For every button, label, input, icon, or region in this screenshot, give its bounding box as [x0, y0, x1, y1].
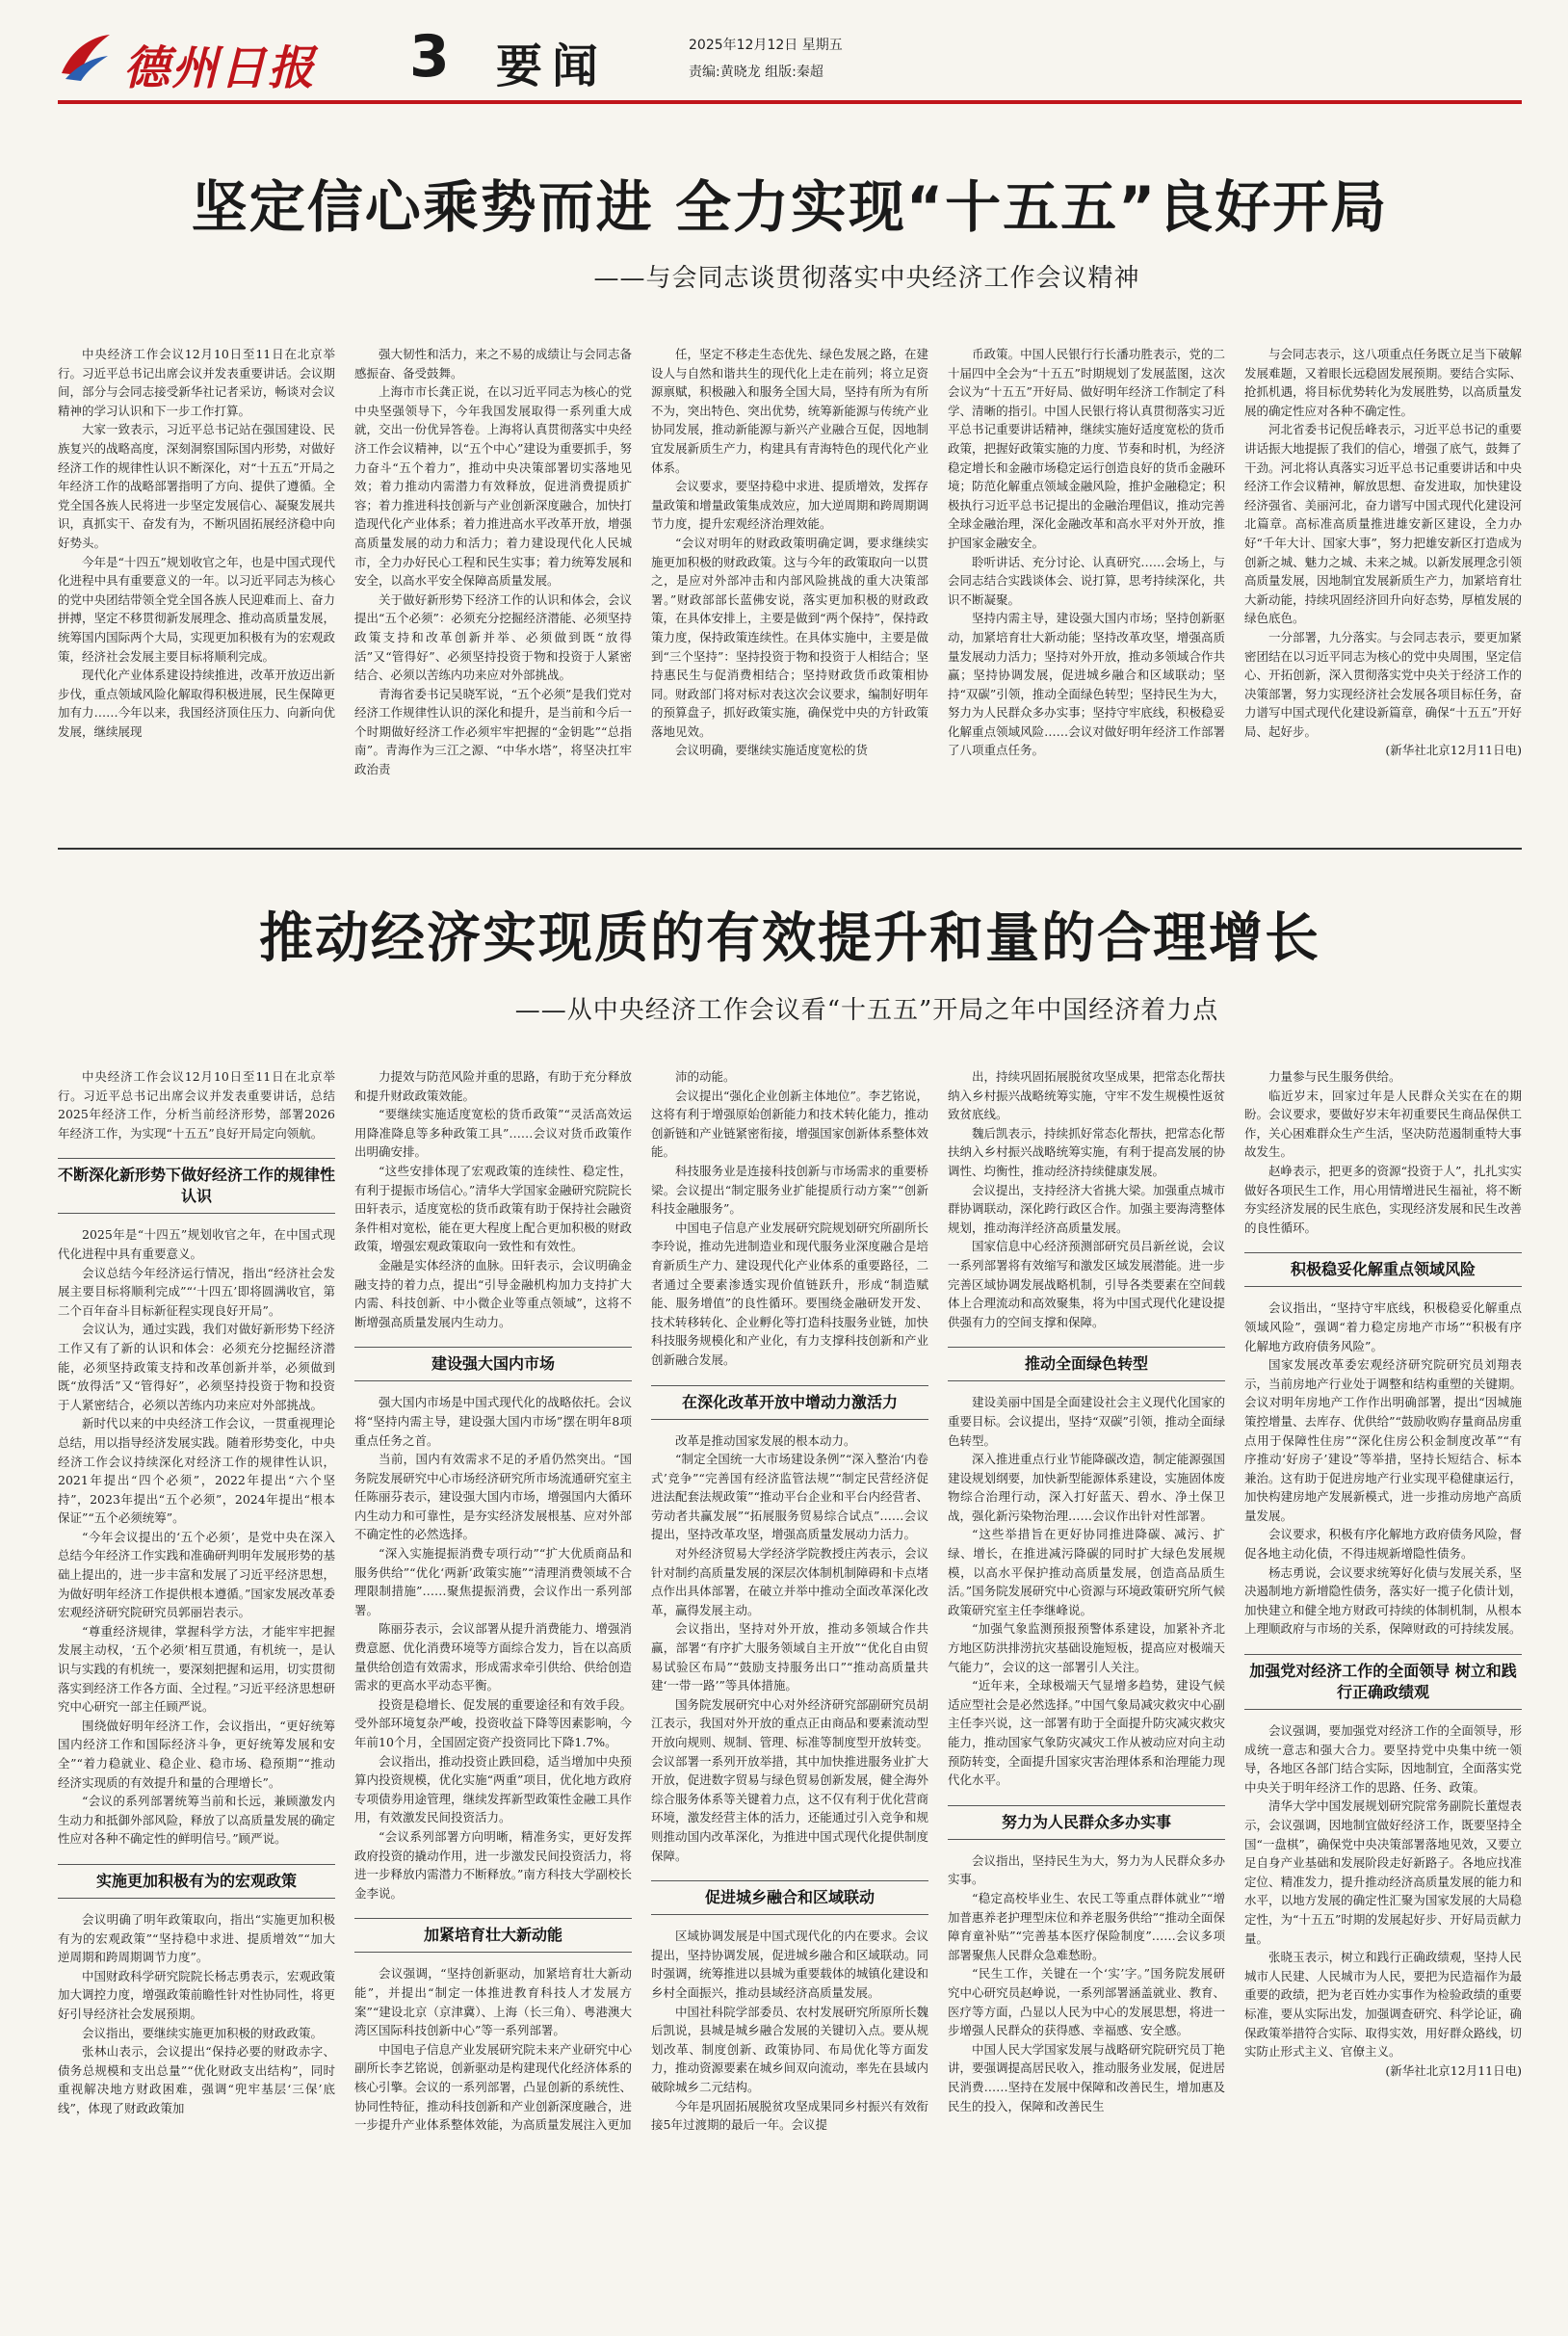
paragraph: 会议指出，坚持对外开放，推动多领域合作共赢，部署“有序扩大服务领域自主开放”“优化自由贸易试验区布局”“鼓励支持服务出口”“推动高质量共建‘一带一路’”等具体措施。 [651, 1621, 928, 1693]
paragraph: 中国电子信息产业发展研究院未来产业研究中心副所长李艺铭说，创新驱动是构建现代化经济体系的核心引擎。会议的一系列部署，凸显创新的系统性、协同性特征，推动科技创新和产业创新深度融合，进一步提升产业体系整体效能，为高质量发展注入更加 [354, 2041, 632, 2133]
section-heading: 积极稳妥化解重点领域风险 [1244, 1252, 1522, 1287]
paragraph: 会议明确，要继续实施适度宽松的货 [675, 743, 869, 758]
article1-headline: 坚定信心乘势而进 全力实现“十五五”良好开局 [191, 174, 1389, 240]
paragraph: 与会同志表示，这八项重点任务既立足当下破解发展难题，又着眼长远稳固发展预期。要结合实际、抢抓机遇，将目标优势转化为发展胜势，以高质量发展的确定性应对各种不确定性。 [1244, 347, 1522, 418]
paragraph: 出，持续巩固拓展脱贫攻坚成果，把常态化帮扶纳入乡村振兴战略统筹实施，守牢不发生规模性返贫致贫底线。 [948, 1069, 1225, 1122]
section-heading: 在深化改革开放中增动力激活力 [651, 1385, 928, 1420]
page-section-title: 要闻 [496, 39, 609, 93]
paragraph: 会议指出，要继续实施更加积极的财政政策。 [82, 2025, 324, 2040]
article2-subhead: ——从中央经济工作会议看“十五五”开局之年中国经济着力点 [514, 996, 1219, 1025]
paragraph: 清华大学中国发展规划研究院常务副院长董煜表示，会议强调，因地制宜做好经济工作，既要坚持全国“一盘棋”，确保党中央决策部署落地见效，又要立足自身产业基础和发展阶段走好新路子。各地应找准定位、精准发力，提升推动经济高质量发展的能力和水平，以地方发展的确定性汇聚为国家发展的大局稳定性，为“十五五”时期的发展起好步、开好局贡献力量。 [1244, 1798, 1522, 1946]
paragraph: 中央经济工作会议12月10日至11日在北京举行。习近平总书记出席会议并发表重要讲话。会议期间，部分与会同志接受新华社记者采访，畅谈对会议精神的学习认识和下一步工作打算。 [58, 347, 335, 418]
paragraph: 会议提出，支持经济大省挑大梁。加强重点城市群协调联动，深化跨行政区合作。加强主要海湾整体规划，推动海洋经济高质量发展。 [948, 1182, 1225, 1235]
section-heading: 促进城乡融合和区域联动 [651, 1880, 928, 1915]
paragraph: 今年是巩固拓展脱贫攻坚成果同乡村振兴有效衔接5年过渡期的最后一年。会议提 [651, 2098, 928, 2133]
paragraph: 2025年是“十四五”规划收官之年，在中国式现代化进程中具有重要意义。 [58, 1227, 335, 1261]
article2-column [1244, 1067, 1522, 2310]
masthead [58, 23, 1522, 95]
paragraph: 当前，国内有效需求不足的矛盾仍然突出。“国务院发展研究中心市场经济研究所市场流通研究室主任陈丽芬表示，建设强大国内市场，增强国内大循环内生动力和可靠性，是夯实经济发展根基、应对外部不确定性的必然选择。 [354, 1452, 632, 1542]
paragraph: 会议要求，要坚持稳中求进、提质增效，发挥存量政策和增量政策集成效应，加大逆周期和跨周期调节力度，提升宏观经济治理效能。 [651, 479, 928, 532]
section-heading: 加强党对经济工作的全面领导 树立和践行正确政绩观 [1244, 1654, 1522, 1710]
article1-column [948, 345, 1225, 827]
paragraph: 强大韧性和活力，来之不易的成绩让与会同志备感振奋、备受鼓舞。 [354, 347, 632, 381]
article1-column [1244, 345, 1522, 827]
paragraph: 大家一致表示，习近平总书记站在强国建设、民族复兴的战略高度，深刻洞察国际国内形势，对做好经济工作的规律性认识不断深化，对“十五五”开局之年经济工作的战略部署指明了方向、提供了遵循。全党全国各族人民将进一步坚定发展信心、凝聚发展共识，真抓实干、奋发有为，不断巩固拓展经济稳中向好势头。 [58, 422, 335, 550]
section-heading: 实施更加积极有为的宏观政策 [58, 1864, 335, 1899]
paragraph: 会议强调，要加强党对经济工作的全面领导，形成统一意志和强大合力。要坚持党中央集中统一领导，各地区各部门结合实际，因地制宜，全面落实党中央关于明年经济工作的思路、任务、政策。 [1244, 1723, 1522, 1795]
paragraph: 国务院发展研究中心对外经济研究部副研究员胡江表示，我国对外开放的重点正由商品和要素流动型开放向规则、规制、管理、标准等制度型开放转变。会议部署一系列开放举措，其中加快推进服务业扩大开放，促进数字贸易与绿色贸易创新发展，健全海外综合服务体系等关键着力点，这不仅有利于优化营商环境，激发经营主体的活力，还能通过引入竞争和规则推动国内改革深化，为推进中国式现代化提供制度保障。 [651, 1696, 928, 1863]
paragraph: “稳定高校毕业生、农民工等重点群体就业”“增加普惠养老护理型床位和养老服务供给”“推动全面保障育童补贴”“完善基本医疗保险制度”……会议多项部署聚焦人民群众急难愁盼。 [948, 1890, 1225, 1962]
article2-column [354, 1067, 632, 2310]
paragraph: 会议明确了明年政策取向，指出“实施更加积极有为的宏观政策”“坚持稳中求进、提质增效”“加大逆周期和跨周期调节力度”。 [58, 1911, 335, 1965]
section-heading: 努力为人民群众多办实事 [948, 1805, 1225, 1840]
paragraph: 国家发展改革委宏观经济研究院研究员刘翔表示，当前房地产行业处于调整和结构重塑的关键期。会议对明年房地产工作作出明确部署，提出“因城施策控增量、去库存、优供给”“鼓励收购存量商品房重点用于保障性住房”“深化住房公积金制度改革”“有序推动‘好房子’建设”等举措，坚持长短结合、标本兼治。这有助于促进房地产行业实现平稳健康运行，加快构建房地产发展新模式，进一步推动房地产高质量发展。 [1244, 1357, 1522, 1523]
paragraph: 一分部署，九分落实。与会同志表示，要更加紧密团结在以习近平同志为核心的党中央周围，坚定信心、开拓创新，深入贯彻落实党中央关于经济工作的决策部署，努力实现经济社会发展各项目标任务，奋力谱写中国式现代化建设新篇章，确保“十五五”开好局、起好步。 [1244, 629, 1522, 739]
paragraph: 中国人民大学国家发展与战略研究院研究员丁艳讲，要强调提高居民收入，推动服务业发展，促进居民消费……坚持在发展中保障和改善民生，增加惠及民生的投入，保障和改善民生 [948, 2041, 1225, 2113]
paragraph: 科技服务业是连接科技创新与市场需求的重要桥梁。会议提出“制定服务业扩能提质行动方案”“创新科技金融服务”。 [651, 1163, 928, 1217]
section-heading: 建设强大国内市场 [354, 1347, 632, 1381]
page-number: 3 [409, 23, 450, 91]
paragraph: 任，坚定不移走生态优先、绿色发展之路，在建设人与自然和谐共生的现代化上走在前列；将立足资源禀赋，积极融入和服务全国大局，坚持有所为有所不为，突出特色、突出优势，统筹新能源与传统产业协同发展，推动新能源与新兴产业融合互促，因地制宜发展新质生产力，构建具有青海特色的现代化产业体系。 [651, 347, 928, 475]
article1-subhead: ——与会同志谈贯彻落实中央经济工作会议精神 [593, 264, 1140, 293]
paragraph: 投资是稳增长、促发展的重要途径和有效手段。受外部环境复杂严峻，投资收益下降等因素影响，今年前10个月，全国固定资产投资同比下降1.7%。 [354, 1696, 632, 1749]
paragraph: 强大国内市场是中国式现代化的战略依托。会议将“坚持内需主导，建设强大国内市场”摆在明年8项重点任务之首。 [354, 1395, 632, 1448]
paragraph: 对外经济贸易大学经济学院教授庄芮表示，会议针对制约高质量发展的深层次体制机制障碍和卡点堵点作出具体部署，在破立并举中推动全面改革深化改革，赢得发展主动。 [651, 1546, 928, 1617]
article1-column [58, 345, 335, 827]
paragraph: 中国财政科学研究院院长杨志勇表示，宏观政策加大调控力度，增强政策前瞻性针对性协同性，将更好引导经济社会发展预期。 [58, 1968, 335, 2021]
paragraph: 今年是“十四五”规划收官之年，也是中国式现代化进程中具有重要意义的一年。以习近平同志为核心的党中央团结带领全党全国各族人民迎难而上、奋力拼搏，坚定不移贯彻新发展理念、推动高质量发展，统筹国内国际两个大局，实现更加积极有为的宏观政策，经济社会发展主要目标将顺利完成。 [58, 554, 335, 664]
paragraph: 会议指出，“坚持守牢底线，积极稳妥化解重点领域风险”，强调“着力稳定房地产市场”“积极有序化解地方政府债务风险”。 [1244, 1300, 1522, 1353]
paragraph: 张林山表示，会议提出“保持必要的财政赤字、债务总规模和支出总量”“优化财政支出结构”，同时重视解决地方财政困难，强调“兜牢基层‘三保’底线”，体现了财政政策加 [58, 2044, 335, 2115]
paragraph: 围绕做好明年经济工作，会议指出，“更好统筹国内经济工作和国际经济斗争，更好统筹发展和安全”“着力稳就业、稳企业、稳市场、稳预期”“推动经济实现质的有效提升和量的合理增长”。 [58, 1718, 335, 1790]
paragraph: 会议总结今年经济运行情况，指出“经济社会发展主要目标将顺利完成”“‘十四五’即将圆满收官，第二个百年奋斗目标新征程实现良好开局”。 [58, 1265, 335, 1318]
paragraph: 中国社科院学部委员、农村发展研究所原所长魏后凯说，县城是城乡融合发展的关键切入点。要从规划改革、制度创新、政策协同、布局优化等方面发力，推动资源要素在城乡间双向流动，率先在县域内破除城乡二元结构。 [651, 2004, 928, 2094]
paragraph: 杨志勇说，会议要求统筹好化债与发展关系，坚决遏制地方新增隐性债务，落实好一揽子化债计划，加快建立和健全地方财政可持续的体制机制，从根本上理顺政府与市场的关系，保障财政的可持续发展。 [1244, 1564, 1522, 1637]
paragraph: 新时代以来的中央经济工作会议，一贯重视理论总结，用以指导经济发展实践。随着形势变化，中央经济工作会议持续深化对经济工作的规律性认识，2021年提出“四个必须”，2022年提出“六个坚持”，2023年提出“五个必须”，2024年提出“根本保证”“五个必须统筹”。 [58, 1416, 335, 1526]
paragraph: 币政策。中国人民银行行长潘功胜表示，党的二十届四中全会为“十五五”时期规划了发展蓝图，这次会议为“十五五”开好局、做好明年经济工作制定了科学、清晰的指引。中国人民银行将认真贯彻落实习近平总书记重要讲话精神，继续实施好适度宽松的货币政策，把握好政策实施的力度、节奏和时机，为经济稳定增长和金融市场稳定运行创造良好的货币金融环境；防范化解重点领域金融风险，推护金融稳定；积极执行习近平总书记提出的金融治理倡议，推动完善全球金融治理，深化金融改革和高水平对外开放，推护国家金融安全。 [948, 347, 1225, 550]
paragraph: “深入实施提振消费专项行动”“扩大优质商品和服务供给”“优化‘两新’政策实施”“清理消费领域不合理限制措施”……聚焦提振消费，会议作出一系列部署。 [354, 1546, 632, 1617]
paragraph: 金融是实体经济的血脉。田轩表示，会议明确金融支持的着力点，提出“引导金融机构加力支持扩大内需、科技创新、中小微企业等重点领域”，这将不断增强高质量发展内生动力。 [354, 1257, 632, 1329]
article2-column [651, 1067, 928, 2310]
paragraph: 魏后凯表示，持续抓好常态化帮扶，把常态化帮扶纳入乡村振兴战略统筹实施，有利于提高发展的协调性、均衡性，推动经济持续健康发展。 [948, 1125, 1225, 1178]
paragraph: 中央经济工作会议12月10日至11日在北京举行。习近平总书记出席会议并发表重要讲话，总结2025年经济工作，分析当前经济形势，部署2026年经济工作，为实现“十五五”良好开局定向领航。 [58, 1069, 335, 1141]
article1-credit: (新华社北京12月11日电) [1385, 743, 1522, 758]
paragraph: 国家信息中心经济预测部研究员吕新丝说，会议一系列部署将有效缩写和激发区域发展潜能。进一步完善区域协调发展战略机制，引导各类要素在空间载体上合理流动和高效聚集，将为中国式现代化建设提供强有力的空间支撑和保障。 [948, 1239, 1225, 1329]
paragraph: “会议的系列部署统筹当前和长远，兼顾激发内生动力和抵御外部风险，释放了以高质量发展的确定性应对各种不确定性的鲜明信号。”顾严说。 [58, 1794, 335, 1847]
paragraph: 深入推进重点行业节能降碳改造，制定能源强国建设规划纲要，加快新型能源体系建设，实施固体废物综合治理行动，深入打好蓝天、碧水、净土保卫战，强化新污染物治理……会议作出针对性部署。 [948, 1452, 1225, 1523]
paragraph: 会议强调，“坚持创新驱动，加紧培育壮大新动能”，并提出“制定一体推进教育科技人才发展方案”“建设北京（京津冀）、上海（长三角）、粤港澳大湾区国际科技创新中心”等一系列部署。 [354, 1966, 632, 2038]
paragraph: 赵峥表示，把更多的资源“投资于人”，扎扎实实做好各项民生工作，用心用情增进民生福祉，将不断夯实经济发展的民生底色，实现经济发展和民生改善的良性循环。 [1244, 1163, 1522, 1235]
paragraph: “这些安排体现了宏观政策的连续性、稳定性，有利于提振市场信心。”清华大学国家金融研究院院长田轩表示，适度宽松的货币政策有助于保持社会融资条件相对宽松，能在更大程度上配合更加积极的财政政策，增强宏观政策取向一致性和有效性。 [354, 1163, 632, 1254]
paragraph: 会议指出，推动投资止跌回稳，适当增加中央预算内投资规模，优化实施“两重”项目，优化地方政府专项债券用途管理，继续发挥新型政策性金融工具作用，有效激发民间投资活力。 [354, 1753, 632, 1825]
paragraph: 会议指出，坚持民生为大，努力为人民群众多办实事。 [948, 1852, 1225, 1887]
paragraph: “会议系列部署方向明晰，精准务实，更好发挥政府投资的撬动作用，进一步激发民间投资活力，将进一步释放内需潜力不断释放。”南方科技大学副校长金李说。 [354, 1828, 632, 1901]
issue-date: 2025年12月12日 星期五 [689, 38, 843, 53]
article1-column [651, 345, 928, 827]
paragraph: 现代化产业体系建设持续推进，改革开放迈出新步伐，重点领域风险化解取得积极进展，民生保障更加有力……今年以来，我国经济顶住压力、向新向优发展，继续展现 [58, 668, 335, 739]
paragraph: 中国电子信息产业发展研究院规划研究所副所长李玲说，推动先进制造业和现代服务业深度融合是培育新质生产力、建设现代化产业体系的重要路径，二者通过全要素渗透实现价值链跃升，形成“制造赋能、服务增值”的良性循环。要围绕金融研发开发、技术转移转化、企业孵化等打造科技服务业链，加快科技服务规模化和产业化，有力支撑科技创新和产业创新融合发展。 [651, 1220, 928, 1367]
section-heading: 推动全面绿色转型 [948, 1347, 1225, 1381]
paragraph: 沛的动能。 [675, 1069, 736, 1084]
paragraph: 临近岁末，回家过年是人民群众关实在在的期盼。会议要求，要做好岁末年初重要民生商品保供工作，关心困难群众生产生活，坚决防范遏制重特大事故发生。 [1244, 1088, 1522, 1160]
article2-body [58, 1067, 1522, 2310]
paragraph: 会议要求，积极有序化解地方政府债务风险，督促各地主动化债，不得违规新增隐性债务。 [1244, 1527, 1522, 1562]
section-heading: 加紧培育壮大新动能 [354, 1918, 632, 1953]
paragraph: 会议认为，通过实践，我们对做好新形势下经济工作又有了新的认识和体会：必须充分挖掘经济潜能，必须坚持政策支持和改革创新并举，必须做到既“放得活”又“管得好”，必须坚持投资于物和投资于人紧密结合，必须以苦练内功来应对外部挑战。 [58, 1322, 335, 1412]
article1-body [58, 345, 1522, 827]
paragraph: “近年来，全球极端天气显增多趋势，建设气候适应型社会是必然选择。”中国气象局减灾救灾中心副主任李兴说，这一部署有助于全面提升防灾减灾救灾能力，推动国家气象防灾减灾工作从被动应对向主动预防转变，全面提升国家灾害治理体系和治理能力现代化水平。 [948, 1678, 1225, 1788]
paragraph: “要继续实施适度宽松的货币政策”“灵活高效运用降准降息等多种政策工具”……会议对货币政策作出明确安排。 [354, 1107, 632, 1160]
paragraph: 陈丽芬表示，会议部署从提升消费能力、增强消费意愿、优化消费环境等方面综合发力，旨在以高质量供给创造有效需求，形成需求牵引供给、供给创造需求的更高水平动态平衡。 [354, 1621, 632, 1693]
paragraph: 力提效与防范风险并重的思路，有助于充分释放和提升财政政策效能。 [354, 1069, 632, 1103]
article2-credit: (新华社北京12月11日电) [1385, 2062, 1522, 2078]
masthead-rule [58, 100, 1522, 104]
paragraph: 聆听讲话、充分讨论、认真研究……会场上，与会同志结合实践谈体会、说打算，思考持续深化，共识不断凝聚。 [948, 554, 1225, 607]
paragraph: 上海市市长龚正说，在以习近平同志为核心的党中央坚强领导下，今年我国发展取得一系列重大成就，交出一份优异答卷。上海将认真贯彻落实中央经济工作会议精神，以“五个中心”建设为重要抓手，努力奋斗“五个着力”，推动中央决策部署切实落地见效；着力推动内需潜力有效释放，促进消费提质扩容；着力推进科技创新与产业创新深度融合，加快打造现代化产业体系；着力推进高水平改革开放，增强高质量发展的动力和活力；着力建设现代化人民城市，全力办好民心工程和民生实事；着力统筹发展和安全，以高水平安全保障高质量发展。 [354, 384, 632, 589]
newspaper-name: 德州日报 [123, 41, 317, 95]
newspaper-logo-icon [58, 31, 114, 83]
paragraph: 力量参与民生服务供给。 [1268, 1069, 1401, 1084]
paragraph: “制定全国统一大市场建设条例”“深入整治‘内卷式’竞争”“完善国有经济监管法规”“制定民营经济促进法配套法规政策”“推动平台企业和平台内经营者、劳动者共赢发展”“拓展服务贸易综合试点”……会议提出，坚持改革攻坚，增强高质量发展动力活力。 [651, 1452, 928, 1542]
paragraph: 会议提出“强化企业创新主体地位”。李艺铭说，这将有利于增强原始创新能力和技术转化能力，推动创新链和产业链紧密衔接，增强国家创新体系整体效能。 [651, 1088, 928, 1160]
article-divider [58, 848, 1522, 850]
paragraph: “今年会议提出的‘五个必须’，是党中央在深入总结今年经济工作实践和准确研判明年发展形势的基础上提出的，进一步丰富和发展了习近平经济思想，为做好明年经济工作提供根本遵循。”国家发展改革委宏观经济研究院研究员郭丽岩表示。 [58, 1529, 335, 1620]
paragraph: 张晓玉表示，树立和践行正确政绩观，坚持人民城市人民建、人民城市为人民，要把为民造福作为最重要的政绩，把为老百姓办实事作为检验政绩的重要标准，要从实际出发，加强调查研究、科学论证，确保政策举措符合实际、取得实效，用好群众路线，切实防止形式主义、官僚主义。 [1244, 1950, 1522, 2060]
paragraph: 建设美丽中国是全面建设社会主义现代化国家的重要目标。会议提出，坚持“双碳”引领，推动全面绿色转型。 [948, 1395, 1225, 1448]
paragraph: “尊重经济规律，掌握科学方法，才能牢牢把握发展主动权，‘五个必须’相互贯通，有机统一，是认识与实践的有机统一，要深刻把握和运用，切实贯彻落实到经济工作各方面、全过程。”习近平经济思想研究中心研究一部主任顾严说。 [58, 1623, 335, 1715]
paragraph: “民生工作，关键在一个‘实’字。”国务院发展研究中心研究员赵峥说，一系列部署涵盖就业、教育、医疗等方面，凸显以人民为中心的发展思想，将进一步增强人民群众的获得感、幸福感、安全感。 [948, 1966, 1225, 2038]
paragraph: 坚持内需主导，建设强大国内市场；坚持创新驱动，加紧培育壮大新动能；坚持改革攻坚，增强高质量发展动力活力；坚持对外开放，推动多领域合作共赢；坚持协调发展，促进城乡融合和区域联动；坚持“双碳”引领，推动全面绿色转型；坚持民生为大，努力为人民群众多办实事；坚持守牢底线，积极稳妥化解重点领域风险……会议对做好明年经济工作部署了八项重点任务。 [948, 611, 1225, 758]
article2-column [58, 1067, 335, 2310]
paragraph: “会议对明年的财政政策明确定调，要求继续实施更加积极的财政政策。这与今年的政策取向一以贯之，是应对外部冲击和内部风险挑战的重大决策部署。”财政部部长蓝佛安说，落实更加积极的财政政策，在具体安排上，主要是做到“两个保持”，保持政策力度，保持政策连续性。在具体实施中，主要是做到“三个坚持”：坚持投资于物和投资于人相结合；坚持惠民生与促消费相结合；坚持财政货币政策相协同。财政部门将对标对表这次会议要求，编制好明年的预算盘子，抓好政策实施，确保党中央的方针政策落地见效。 [651, 535, 928, 739]
paragraph: 青海省委书记吴晓军说，“五个必须”是我们党对经济工作规律性认识的深化和提升，是当前和今后一个时期做好经济工作必须牢牢把握的“金钥匙”“总指南”。青海作为三江之源、“中华水塔”，将坚决扛牢政治责 [354, 686, 632, 777]
paragraph: 河北省委书记倪岳峰表示，习近平总书记的重要讲话振大地提振了我们的信心，增强了底气，鼓舞了干劲。河北将认真落实习近平总书记重要讲话和中央经济工作会议精神，解放思想、奋发进取，加快建设经济强省、美丽河北，奋力谱写中国式现代化建设河北篇章。高标准高质量推进雄安新区建设，全力办好“千年大计、国家大事”，努力把雄安新区打造成为创新之城、魅力之城、未来之城。以新发展理念引领高质量发展，因地制宜发展新质生产力，加紧培育壮大新动能，持续巩固经济回升向好态势，厚植发展的绿色底色。 [1244, 422, 1522, 626]
section-heading: 不断深化新形势下做好经济工作的规律性认识 [58, 1158, 335, 1214]
article1-column [354, 345, 632, 827]
paragraph: “这些举措旨在更好协同推进降碳、减污、扩绿、增长，在推进减污降碳的同时扩大绿色发展规模，以高水平保护推动高质量发展，创造高品质生活。”国务院发展研究中心资源与环境政策研究所气候政策研究室主任李继峰说。 [948, 1527, 1225, 1617]
paragraph: “加强气象监测预报预警体系建设，加紧补齐北方地区防洪排涝抗灾基础设施短板，提高应对极端天气能力”，会议的这一部署引人关注。 [948, 1621, 1225, 1674]
paragraph: 关于做好新形势下经济工作的认识和体会，会议提出“五个必须”：必须充分挖掘经济潜能、必须坚持政策支持和改革创新并举、必须做到既“放得活”又“管得好”、必须坚持投资于物和投资于人紧密结合、必须以苦练内功来应对外部挑战。 [354, 591, 632, 683]
article2-headline: 推动经济实现质的有效提升和量的合理增长 [259, 907, 1320, 970]
article2-column [948, 1067, 1225, 2310]
editor-credit: 责编:黄晓龙 组版:秦超 [689, 65, 823, 80]
paragraph: 区域协调发展是中国式现代化的内在要求。会议提出，坚持协调发展，促进城乡融合和区域联动。同时强调，统筹推进以县城为重要载体的城镇化建设和乡村全面振兴，推动县域经济高质量发展。 [651, 1929, 928, 2000]
paragraph: 改革是推动国家发展的根本动力。 [675, 1432, 856, 1448]
